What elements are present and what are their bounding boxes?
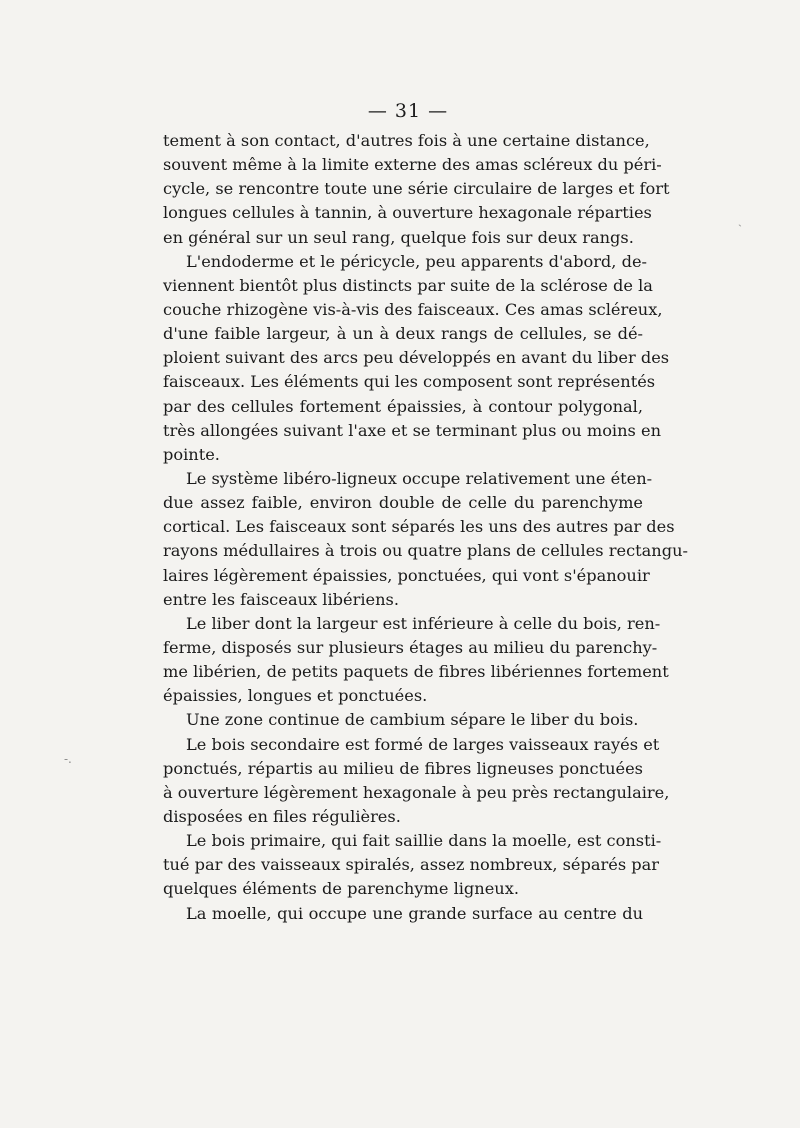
text-line: couche rhizogène vis-à-vis des faisceaux. Ces amas scléreux, bbox=[163, 299, 663, 319]
text-line: par des cellules fortement épaissies, à contour polygonal, bbox=[163, 396, 643, 416]
text-line: Le bois primaire, qui fait saillie dans la moelle, est consti- bbox=[186, 831, 662, 851]
text-line: entre les faisceaux libériens. bbox=[163, 589, 399, 609]
scan-speck: -. bbox=[64, 752, 72, 766]
body-text bbox=[163, 129, 688, 926]
text-line: cycle, se rencontre toute une série circulaire de larges et fort bbox=[163, 179, 670, 199]
text-line: quelques éléments de parenchyme ligneux. bbox=[163, 879, 519, 899]
text-line: laires légèrement épaissies, ponctuées, qui vont s'épanouir bbox=[163, 565, 650, 585]
text-line: à ouverture légèrement hexagonale à peu près rectangulaire, bbox=[163, 782, 670, 802]
text-line: rayons médullaires à trois ou quatre plans de cellules rectangu- bbox=[163, 541, 688, 561]
text-line: Le système libéro-ligneux occupe relativement une éten- bbox=[186, 468, 653, 488]
text-line: me libérien, de petits paquets de fibres libériennes fortement bbox=[163, 662, 669, 682]
text-line: épaissies, longues et ponctuées. bbox=[163, 686, 428, 706]
text-line: due assez faible, environ double de celle du parenchyme bbox=[163, 493, 643, 513]
text-line: pointe. bbox=[163, 444, 220, 464]
text-line: souvent même à la limite externe des amas scléreux du péri- bbox=[163, 155, 662, 175]
text-line: Une zone continue de cambium sépare le liber du bois. bbox=[186, 710, 639, 730]
text-line: viennent bientôt plus distincts par suite de la sclérose de la bbox=[163, 275, 653, 295]
text-line: faisceaux. Les éléments qui les composent sont représentés bbox=[163, 372, 656, 392]
scan-speck: ˎ bbox=[738, 213, 742, 227]
text-line: ferme, disposés sur plusieurs étages au milieu du parenchy- bbox=[163, 637, 658, 657]
text-line: longues cellules à tannin, à ouverture hexagonale réparties bbox=[163, 203, 652, 223]
text-line: très allongées suivant l'axe et se terminant plus ou moins en bbox=[163, 420, 661, 440]
text-line: La moelle, qui occupe une grande surface au centre du bbox=[186, 903, 643, 923]
text-line: disposées en files régulières. bbox=[163, 806, 401, 826]
text-line: en général sur un seul rang, quelque fois sur deux rangs. bbox=[163, 227, 634, 247]
text-line: tement à son contact, d'autres fois à une certaine distance, bbox=[163, 131, 650, 150]
text-line: d'une faible largeur, à un à deux rangs de cellules, se dé- bbox=[163, 324, 643, 344]
text-line: ponctués, répartis au milieu de fibres ligneuses ponctuées bbox=[163, 758, 643, 778]
page-number: — 31 — bbox=[367, 100, 449, 122]
text-line: tué par des vaisseaux spiralés, assez nombreux, séparés par bbox=[163, 855, 660, 875]
text-line: Le liber dont la largeur est inférieure à celle du bois, ren- bbox=[186, 613, 661, 633]
text-line: ploient suivant des arcs peu développés en avant du liber des bbox=[163, 348, 670, 368]
text-line: Le bois secondaire est formé de larges vaisseaux rayés et bbox=[186, 734, 660, 754]
text-line: L'endoderme et le péricycle, peu apparents d'abord, de- bbox=[186, 251, 647, 271]
text-line: cortical. Les faisceaux sont séparés les uns des autres par des bbox=[163, 517, 675, 537]
